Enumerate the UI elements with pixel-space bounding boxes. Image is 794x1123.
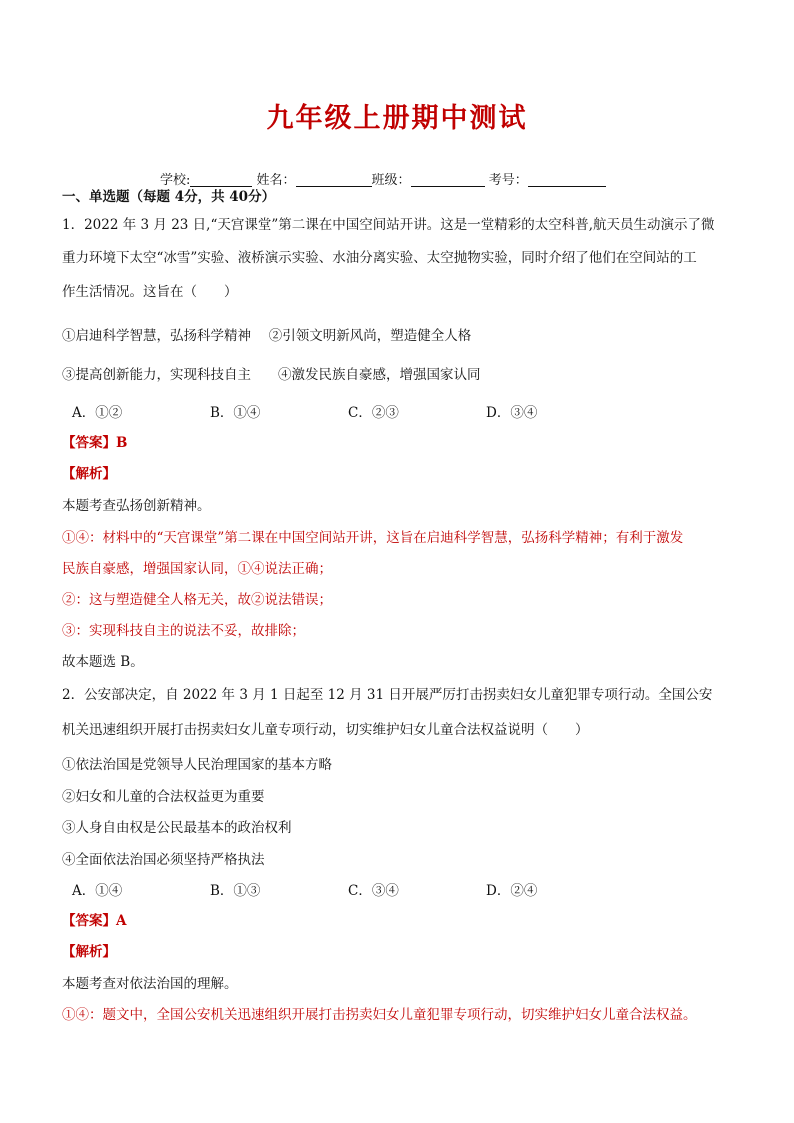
- q1-conclusion: 故本题选 B。: [62, 654, 144, 670]
- q2-option-d: D．②④: [486, 883, 538, 899]
- q2-analysis-line-1: ①④：题文中，全国公安机关迅速组织开展打击拐卖妇女儿童犯罪专项行动，切实维护妇女儿童合法权益。: [62, 1007, 697, 1023]
- q2-option-b: B．①③: [210, 883, 261, 899]
- q1-analysis-line-3: ②：这与塑造健全人格无关，故②说法错误；: [62, 592, 332, 608]
- q1-option-a: A．①②: [72, 405, 123, 421]
- q2-statement-1: ①依法治国是党领导人民治理国家的基本方略: [62, 757, 332, 773]
- page-title: 九年级上册期中测试: [266, 103, 528, 134]
- class-label: 班级：: [371, 173, 411, 188]
- q2-analysis-label: 【解析】: [62, 944, 116, 960]
- student-info-line: [160, 169, 606, 188]
- q2-answer: 【答案】A: [62, 913, 127, 929]
- q2-statement-3: ③人身自由权是公民最基本的政治权利: [62, 820, 292, 836]
- q2-analysis-intro: 本题考查对依法治国的理解。: [62, 976, 238, 992]
- school-label: 学校:: [160, 173, 191, 188]
- q2-statement-4: ④全面依法治国必须坚持严格执法: [62, 852, 265, 868]
- q2-stem-line-1: 2．公安部决定，自 2022 年 3 月 1 日起至 12 月 31 日开展严厉打击拐卖妇女儿童犯罪专项行动。全国公安: [62, 687, 713, 703]
- school-blank[interactable]: [190, 172, 252, 187]
- q1-option-d: D．③④: [486, 405, 538, 421]
- class-blank[interactable]: [411, 172, 485, 187]
- q1-analysis-label: 【解析】: [62, 466, 116, 482]
- section-heading: 一、单选题（每题 4分，共 40分）: [62, 189, 276, 205]
- q1-analysis-line-2: 民族自豪感，增强国家认同，①④说法正确；: [62, 561, 332, 577]
- q1-option-b: B．①④: [210, 405, 261, 421]
- name-blank[interactable]: [296, 172, 372, 187]
- id-blank[interactable]: [528, 172, 606, 187]
- q1-option-c: C．②③: [348, 405, 399, 421]
- q1-stem-line-2: 重力环境下太空“冰雪”实验、液桥演示实验、水油分离实验、太空抛物实验，同时介绍了他们在空间站的工: [62, 250, 697, 266]
- q1-statements-line-1: ①启迪科学智慧，弘扬科学精神 ②引领文明新风尚，塑造健全人格: [62, 328, 472, 344]
- q2-option-a: A．①④: [72, 883, 123, 899]
- q1-analysis-intro: 本题考查弘扬创新精神。: [62, 498, 211, 514]
- q1-statements-line-2: ③提高创新能力，实现科技自主 ④激发民族自豪感，增强国家认同: [62, 367, 481, 383]
- q1-analysis-line-4: ③：实现科技自主的说法不妥，故排除；: [62, 623, 305, 639]
- q1-analysis-line-1: ①④：材料中的“天宫课堂”第二课在中国空间站开讲，这旨在启迪科学智慧，弘扬科学精神；有利于激发: [62, 530, 684, 546]
- name-label: 姓名：: [256, 173, 296, 188]
- q2-stem-line-2: 机关迅速组织开展打击拐卖妇女儿童专项行动，切实维护妇女儿童合法权益说明（ ）: [62, 722, 589, 738]
- q2-option-c: C．③④: [348, 883, 399, 899]
- q2-statement-2: ②妇女和儿童的合法权益更为重要: [62, 789, 265, 805]
- q1-stem-line-1: 1．2022 年 3 月 23 日,“天宫课堂”第二课在中国空间站开讲。这是一堂精彩的太空科普,航天员生动演示了微: [62, 217, 715, 233]
- q1-stem-line-3: 作生活情况。这旨在（ ）: [62, 284, 238, 300]
- q1-answer: 【答案】B: [62, 435, 128, 451]
- id-label: 考号：: [488, 173, 528, 188]
